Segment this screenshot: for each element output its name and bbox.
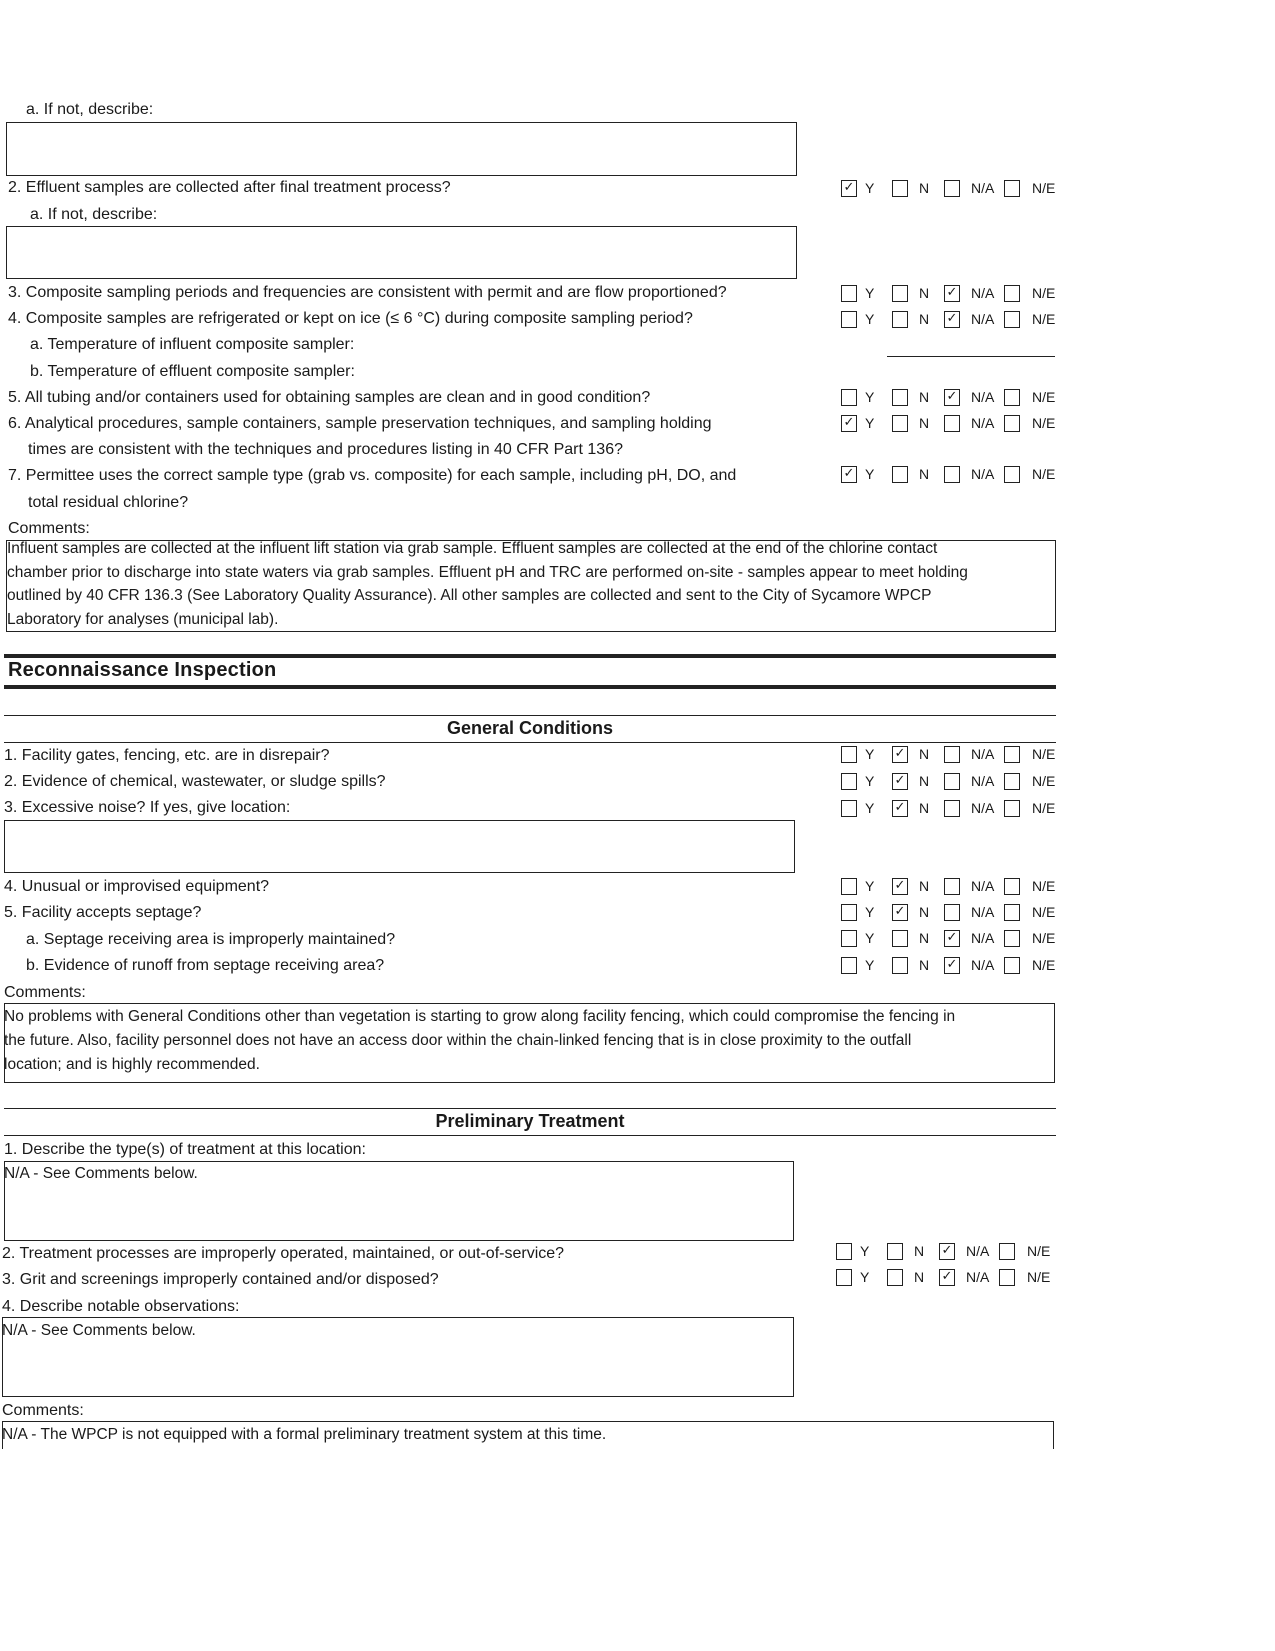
- q4-label: 4. Composite samples are refrigerated or kept on ice (≤ 6 °C) during composite sampling period?: [8, 310, 693, 327]
- option-label-y: Y: [865, 904, 875, 920]
- option-label-y: Y: [865, 466, 875, 482]
- option-label-ne: N/E: [1027, 1243, 1051, 1259]
- checkbox-n-general-q5a[interactable]: [892, 930, 908, 947]
- checkbox-ne-sampling-q5[interactable]: [1004, 389, 1020, 406]
- option-label-y: Y: [865, 930, 875, 946]
- gc-comment-line-2: the future. Also, facility personnel does not have an access door within the chain-linked fencing that is in close proximity to the outfall: [4, 1032, 912, 1049]
- q1a-description-field[interactable]: [6, 122, 797, 176]
- q5-label: 5. All tubing and/or containers used for obtaining samples are clean and in good condition?: [8, 389, 651, 406]
- option-label-na: N/A: [966, 1243, 990, 1259]
- pt-q1-answer: N/A - See Comments below.: [4, 1165, 198, 1182]
- checkbox-n-general-q5b[interactable]: [892, 957, 908, 974]
- checkbox-y-general-q5[interactable]: [841, 904, 857, 921]
- sampling-comment-line-3: outlined by 40 CFR 136.3 (See Laboratory Quality Assurance). All other samples are collected and sent to the City of Sycamore WPCP: [7, 587, 932, 604]
- option-label-na: N/A: [971, 389, 995, 405]
- option-label-ne: N/E: [1032, 957, 1056, 973]
- option-label-ne: N/E: [1032, 466, 1056, 482]
- checkbox-ne-general-q5[interactable]: [1004, 904, 1020, 921]
- option-label-na: N/A: [971, 311, 995, 327]
- option-label-y: Y: [860, 1243, 870, 1259]
- gc-q3-label: 3. Excessive noise? If yes, give location:: [4, 799, 291, 816]
- option-label-na: N/A: [971, 773, 995, 789]
- gc-comment-line-1: No problems with General Conditions other than vegetation is starting to grow along facility fencing, which could compromise the fencing in: [4, 1008, 956, 1025]
- checkbox-n-general-q2[interactable]: ✓: [892, 773, 908, 790]
- checkbox-n-general-q4[interactable]: ✓: [892, 878, 908, 895]
- option-label-y: Y: [865, 389, 875, 405]
- checkbox-y-sampling-q2[interactable]: ✓: [841, 180, 857, 197]
- q1a-label: a. If not, describe:: [26, 101, 154, 118]
- checkbox-ne-sampling-q7[interactable]: [1004, 466, 1020, 483]
- checkbox-n-sampling-q5[interactable]: [892, 389, 908, 406]
- pt-q2-label: 2. Treatment processes are improperly operated, maintained, or out-of-service?: [2, 1245, 565, 1262]
- checkbox-n-sampling-q7[interactable]: [892, 466, 908, 483]
- checkbox-na-general-q5b[interactable]: ✓: [944, 957, 960, 974]
- checkbox-ne-sampling-q4[interactable]: [1004, 311, 1020, 328]
- checkbox-y-general-q1[interactable]: [841, 746, 857, 763]
- q3-label: 3. Composite sampling periods and frequencies are consistent with permit and are flow proportioned?: [8, 284, 727, 301]
- option-label-n: N: [919, 415, 930, 431]
- checkbox-y-sampling-q4[interactable]: [841, 311, 857, 328]
- checkbox-n-prelim-q3[interactable]: [887, 1269, 903, 1286]
- checkbox-y-general-q5b[interactable]: [841, 957, 857, 974]
- option-label-y: Y: [865, 878, 875, 894]
- checkbox-y-prelim-q2[interactable]: [836, 1243, 852, 1260]
- checkbox-ne-sampling-q2[interactable]: [1004, 180, 1020, 197]
- option-label-na: N/A: [971, 415, 995, 431]
- checkbox-na-sampling-q3[interactable]: ✓: [944, 285, 960, 302]
- general-conditions-top-rule: [4, 715, 1056, 716]
- option-label-na: N/A: [971, 878, 995, 894]
- checkbox-n-general-q3[interactable]: ✓: [892, 800, 908, 817]
- option-label-n: N: [919, 285, 930, 301]
- reconnaissance-title: Reconnaissance Inspection: [8, 659, 277, 681]
- checkbox-na-prelim-q2[interactable]: ✓: [939, 1243, 955, 1260]
- gc-q3-location-field[interactable]: [4, 820, 795, 873]
- option-label-na: N/A: [971, 800, 995, 816]
- option-label-ne: N/E: [1032, 180, 1056, 196]
- checkbox-y-general-q5a[interactable]: [841, 930, 857, 947]
- option-label-ne: N/E: [1032, 311, 1056, 327]
- q2a-label: a. If not, describe:: [30, 206, 158, 223]
- option-label-y: Y: [865, 746, 875, 762]
- checkbox-ne-sampling-q6[interactable]: [1004, 415, 1020, 432]
- pt-q3-label: 3. Grit and screenings improperly contained and/or disposed?: [2, 1271, 439, 1288]
- option-label-n: N: [919, 746, 930, 762]
- checkbox-n-sampling-q3[interactable]: [892, 285, 908, 302]
- q4a-label: a. Temperature of influent composite sampler:: [30, 336, 355, 353]
- preliminary-heading: Preliminary Treatment: [435, 1111, 625, 1131]
- checkbox-y-sampling-q5[interactable]: [841, 389, 857, 406]
- gc-q5-label: 5. Facility accepts septage?: [4, 904, 202, 921]
- option-label-y: Y: [865, 415, 875, 431]
- sampling-comment-line-1: Influent samples are collected at the influent lift station via grab sample. Effluent samples are collected at the end of the chlorine contact: [7, 540, 938, 557]
- checkbox-ne-general-q5a[interactable]: [1004, 930, 1020, 947]
- checkbox-y-sampling-q7[interactable]: ✓: [841, 466, 857, 483]
- checkbox-n-general-q1[interactable]: ✓: [892, 746, 908, 763]
- checkbox-na-general-q5a[interactable]: ✓: [944, 930, 960, 947]
- option-label-ne: N/E: [1032, 389, 1056, 405]
- checkbox-ne-general-q2[interactable]: [1004, 773, 1020, 790]
- option-label-n: N: [919, 904, 930, 920]
- option-label-y: Y: [865, 957, 875, 973]
- checkbox-ne-prelim-q3[interactable]: [999, 1269, 1015, 1286]
- checkbox-na-prelim-q3[interactable]: ✓: [939, 1269, 955, 1286]
- option-label-n: N: [919, 466, 930, 482]
- gc-q4-label: 4. Unusual or improvised equipment?: [4, 878, 270, 895]
- checkbox-y-sampling-q6[interactable]: ✓: [841, 415, 857, 432]
- q7-label-line2: total residual chlorine?: [28, 494, 189, 511]
- gc-q5a-label: a. Septage receiving area is improperly maintained?: [26, 931, 396, 948]
- checkbox-na-general-q1[interactable]: [944, 746, 960, 763]
- checkbox-y-general-q2[interactable]: [841, 773, 857, 790]
- option-label-na: N/A: [971, 746, 995, 762]
- sampling-comment-line-2: chamber prior to discharge into state waters via grab samples. Effluent pH and TRC are performed on-site - samples appear to meet holding: [7, 564, 968, 581]
- reconnaissance-bottom-rule: [4, 685, 1056, 689]
- option-label-y: Y: [865, 800, 875, 816]
- checkbox-y-prelim-q3[interactable]: [836, 1269, 852, 1286]
- checkbox-ne-general-q4[interactable]: [1004, 878, 1020, 895]
- option-label-y: Y: [865, 180, 875, 196]
- option-label-y: Y: [860, 1269, 870, 1285]
- checkbox-ne-general-q1[interactable]: [1004, 746, 1020, 763]
- pt-q1-label: 1. Describe the type(s) of treatment at this location:: [4, 1141, 366, 1158]
- checkbox-na-general-q5[interactable]: [944, 904, 960, 921]
- option-label-n: N: [919, 180, 930, 196]
- checkbox-ne-general-q3[interactable]: [1004, 800, 1020, 817]
- option-label-na: N/A: [971, 930, 995, 946]
- q6-label-line1: 6. Analytical procedures, sample containers, sample preservation techniques, and sampling holding: [8, 415, 712, 432]
- option-label-na: N/A: [971, 180, 995, 196]
- checkbox-n-prelim-q2[interactable]: [887, 1243, 903, 1260]
- checkbox-na-general-q3[interactable]: [944, 800, 960, 817]
- option-label-n: N: [919, 800, 930, 816]
- option-label-y: Y: [865, 773, 875, 789]
- option-label-n: N: [919, 878, 930, 894]
- option-label-n: N: [914, 1243, 925, 1259]
- option-label-na: N/A: [971, 904, 995, 920]
- checkbox-ne-sampling-q3[interactable]: [1004, 285, 1020, 302]
- checkbox-y-sampling-q3[interactable]: [841, 285, 857, 302]
- option-label-ne: N/E: [1032, 904, 1056, 920]
- option-label-ne: N/E: [1032, 800, 1056, 816]
- checkbox-n-sampling-q6[interactable]: [892, 415, 908, 432]
- checkbox-na-sampling-q6[interactable]: [944, 415, 960, 432]
- gc-q5b-label: b. Evidence of runoff from septage receiving area?: [26, 957, 385, 974]
- option-label-na: N/A: [971, 466, 995, 482]
- reconnaissance-top-rule: [4, 654, 1056, 658]
- option-label-ne: N/E: [1032, 878, 1056, 894]
- checkbox-na-sampling-q2[interactable]: [944, 180, 960, 197]
- checkbox-na-sampling-q7[interactable]: [944, 466, 960, 483]
- option-label-n: N: [919, 957, 930, 973]
- option-label-na: N/A: [966, 1269, 990, 1285]
- option-label-ne: N/E: [1032, 773, 1056, 789]
- checkbox-y-general-q4[interactable]: [841, 878, 857, 895]
- option-label-ne: N/E: [1032, 930, 1056, 946]
- general-conditions-bottom-rule: [4, 742, 1056, 743]
- checkbox-na-sampling-q5[interactable]: ✓: [944, 389, 960, 406]
- q2a-description-field[interactable]: [6, 226, 797, 279]
- checkbox-n-sampling-q2[interactable]: [892, 180, 908, 197]
- option-label-na: N/A: [971, 285, 995, 301]
- q7-label-line1: 7. Permittee uses the correct sample type (grab vs. composite) for each sample, including pH, DO, and: [8, 467, 737, 484]
- option-label-n: N: [919, 930, 930, 946]
- option-label-y: Y: [865, 311, 875, 327]
- checkbox-na-general-q4[interactable]: [944, 878, 960, 895]
- gc-comments-label: Comments:: [4, 984, 86, 1001]
- option-label-y: Y: [865, 285, 875, 301]
- option-label-ne: N/E: [1032, 746, 1056, 762]
- checkbox-ne-prelim-q2[interactable]: [999, 1243, 1015, 1260]
- option-label-n: N: [919, 389, 930, 405]
- q4b-label: b. Temperature of effluent composite sampler:: [30, 363, 355, 380]
- sampling-comment-line-4: Laboratory for analyses (municipal lab).: [7, 611, 279, 628]
- option-label-n: N: [919, 773, 930, 789]
- q2-label: 2. Effluent samples are collected after final treatment process?: [8, 179, 451, 196]
- gc-q2-label: 2. Evidence of chemical, wastewater, or sludge spills?: [4, 773, 386, 790]
- pt-q4-label: 4. Describe notable observations:: [2, 1298, 240, 1315]
- general-conditions-heading: General Conditions: [446, 718, 614, 738]
- checkbox-na-sampling-q4[interactable]: ✓: [944, 311, 960, 328]
- gc-q1-label: 1. Facility gates, fencing, etc. are in disrepair?: [4, 747, 330, 764]
- checkbox-ne-general-q5b[interactable]: [1004, 957, 1020, 974]
- pt-q4-answer: N/A - See Comments below.: [2, 1322, 196, 1339]
- option-label-n: N: [914, 1269, 925, 1285]
- checkbox-na-general-q2[interactable]: [944, 773, 960, 790]
- preliminary-bottom-rule: [4, 1135, 1056, 1136]
- option-label-na: N/A: [971, 957, 995, 973]
- checkbox-n-general-q5[interactable]: ✓: [892, 904, 908, 921]
- q4a-temperature-field[interactable]: [887, 356, 1055, 357]
- sampling-comments-label: Comments:: [8, 520, 90, 537]
- option-label-ne: N/E: [1032, 285, 1056, 301]
- option-label-n: N: [919, 311, 930, 327]
- checkbox-n-sampling-q4[interactable]: [892, 311, 908, 328]
- pt-comments-label: Comments:: [2, 1402, 84, 1419]
- option-label-ne: N/E: [1032, 415, 1056, 431]
- preliminary-top-rule: [4, 1108, 1056, 1109]
- q6-label-line2: times are consistent with the techniques and procedures listing in 40 CFR Part 136?: [28, 441, 623, 458]
- pt-comments-text: N/A - The WPCP is not equipped with a formal preliminary treatment system at this time.: [2, 1426, 607, 1443]
- checkbox-y-general-q3[interactable]: [841, 800, 857, 817]
- gc-comment-line-3: location; and is highly recommended.: [4, 1056, 260, 1073]
- option-label-ne: N/E: [1027, 1269, 1051, 1285]
